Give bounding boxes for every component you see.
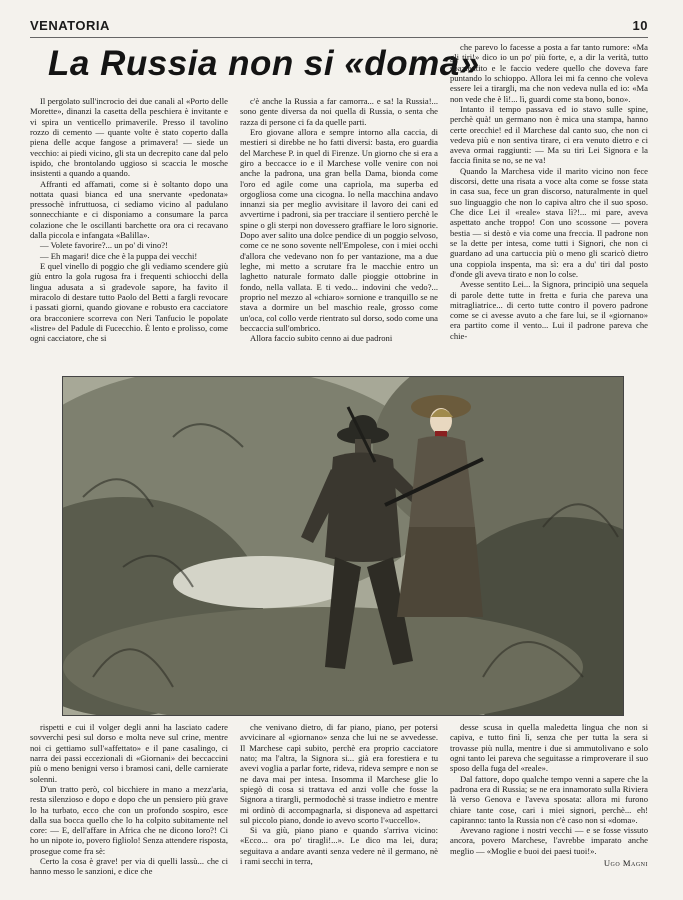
paragraph: Avevano ragione i nostri vecchi — e se fosse vissuto ancora, povero Marchese, l'avrebbe imparato anche meglio — «Moglie e buoi dei paesi tuoi!». xyxy=(450,825,648,856)
page-header xyxy=(30,18,648,33)
paragraph: che venivano dietro, di far piano, piano, per potersi avvicinare al «giornano» senza che lui ne se avvedesse. Il Marchese capì subito, perchè era proprio cacciatore nato; ma l'altra, la Signora si... già era forestiera e tu avevi voglia a parlar forte, rideva, rideva sempre e non se ne dava mai per intesa. Insomma il Marchese glie lo spiegò di cosa si trattava ed anzi volle che fosse la Signora a tirargli, permodochè si trasse indietro e mentre mi ordinò di accompagnarla, si disponeva ad aspettarci sul piccolo piano, donde io avevo scorto l'«uccello». xyxy=(240,722,438,825)
paragraph: Quando la Marchesa vide il marito vicino non fece discorsi, dette una risata a voce alta come se fosse stata in casa sua, fece un gran discorso, naturalmente in quel suo linguaggio che non lo capiva altro che il suo sposo. Che dice Lei il «reale» stava lì?!... mi pare, aveva aspettato anche troppo! Con uno scossone — povera bestia — si destò e via come una freccia. Il padrone non se la dette per intesa, come tutti i Signori, che non ci guardano ad una cartuccia più o meno gli scaricò dietro una coppiola inspenta, ma sì: era a du' tiri dal posto d'onde gli aveva tirato e non lo colse. xyxy=(450,165,648,279)
paragraph: Ero giovane allora e sempre intorno alla caccia, di mestieri si direbbe ne ho fatti diversi: basta, ero guardia del Marchese P. in quel di Firenze. Un giorno che si era a giro a beccacce io e il Marchese volle venire con noi anche la padrona, una gran bella Dama, bionda come l'oro ed agile come una capriola, ma superba ed orgogliosa come una cicogna. Io nella macchina andavo innanzi sia per meglio avvisitare il lavoro dei cani ed avvertirne i padroni, sia per tracciare il sentiero perchè le spine o gli sterpi non dovessero graffiare le loro signorie. Dopo aver salito una dolce pendice di un poggio selvoso, come ce ne sono sovente nell'Empolese, con i miei occhi d'allora che vedevano non fo per vantazione, ma a due leghe, mi metto a scrutare fra le macchie entro un laghetto naturale formato dalle pioggie ottobrine in fondo, nella vallata. E ti vedo... indovini che vedo?... proprio nel mezzo al «chiaro» sornione e tranquillo se ne stava a dormire un bel maschio reale, grosso come un'oca, col collo verde rientrato sul dorso, sodo come una beccaccia sull'ombrico. xyxy=(240,126,438,333)
paragraph: c'è anche la Russia a far camorra... e sa! la Russia!... sono gente diversa da noi quella di Russia, o senta che razza di persone ci fa da quelle parti. xyxy=(240,96,438,127)
author-signature: Ugo Magni xyxy=(603,858,648,869)
paragraph: rispetti e cui il volger degli anni ha lasciato cadere sovverchi pesi sul dorso e molta neve sul crine, mentre noi ci gettiamo sull'«affettato» e il pane casalingo, ci narra dei passi eccezionali di «Giornani» dei beccaccini più o meno benigni verso i bramosi cani, delle carnierate solenni. xyxy=(30,722,228,784)
paragraph: Certo la cosa è grave! per via di quelli lassù... che ci hanno messo le sanzioni, e dice che xyxy=(30,856,228,877)
text-column-1 xyxy=(30,96,228,370)
paragraph: Affranti ed affamati, come si è soltanto dopo una nottata quasi bianca ed una snervante «pedonata» pressochè infruttuosa, ci sediamo vicino al padulano sonnecchiante e ci disponiamo a consumare la parca colazione che le oscillanti barchette ora ora ci recavano dalla piccola e infangata «Balilla». xyxy=(30,178,228,241)
paragraph: Il pergolato sull'incrocio dei due canali al «Porto delle Morette», dinanzi la casetta della peschiera è invitante e vi spira un venticello primaverile. Presso il tavolino rozzo di cemento — quante volte è stato coperto dalla piena delle acque fangose a primavera! — siede un vecchio: ai piedi vicino, gli sta un decrepito cane dal pelo ispido, che brontolando uggioso si scaccia le mosche insistenti a quando a quando. xyxy=(30,96,228,179)
paragraph: Si va giù, piano piano e quando s'arriva vicino: «Ecco... ora po' tiragli!...». Le dico ma lei, dura; seguitava a andare avanti senza vedere nè il germano, nè i rami secchi in terra, xyxy=(240,825,438,867)
paragraph: — Volete favorire?... un po' di vino?! xyxy=(40,240,168,251)
text-column-5 xyxy=(240,722,438,894)
paragraph: — Eh magari! dice che è la puppa dei vecchi! xyxy=(40,250,198,261)
page-number: 10 xyxy=(632,18,648,33)
text-column-2 xyxy=(240,96,438,370)
paragraph: Allora faccio subito cenno ai due padroni xyxy=(250,333,393,344)
text-column-4 xyxy=(30,722,228,894)
header-rule xyxy=(30,37,648,38)
text-column-6 xyxy=(450,722,648,894)
paragraph: desse scusa in quella maledetta lingua che non si capiva, e tutto finì lì, senza che per tutta la sera si trovasse più nulla, mentre i due si ammutolivano e solo ogni tanto lei pareva che seguitasse a rimproverare il suo sposo della fuga del «reale». xyxy=(450,722,648,774)
paragraph: che parevo lo facesse a posta a far tanto rumore: «Ma gli tiri!» dico io un po' più forte, e, a dir la verità, tutto spazientito e le faccio vedere quello che doveva fare puntando lo schioppo. Allora lei mi fa cenno che voleva essere lei a tirargli, ma che non vedeva nulla ed io: «Ma non vede che è lì!... lì, guardi come sta bono, bono». xyxy=(450,42,648,104)
section-name: VENATORIA xyxy=(30,18,110,33)
paragraph: Dal fattore, dopo qualche tempo venni a sapere che la padrona era di Russia; se ne era innamorato sulla Riviera là verso Genova e l'aveva sposata: allora mi furono chiare tante cose, cari i miei signori, perchè... eh! capiranno: tanto la Russia non c'è caso non si «doma». xyxy=(450,773,648,825)
paragraph: Intanto il tempo passava ed io stavo sulle spine, perchè quà! un germano non è mica una stampa, hanno certe orecchie! ed il Marchese dal canto suo, che non ci vedeva più e non sentiva tirare, ci era venuto dietro e ci aveva ormai raggiunti: — Ma su tiri Lei Signora e la faccia finita se no, se ne va! xyxy=(450,103,648,166)
paragraph: D'un tratto però, col bicchiere in mano a mezz'aria, resta silenzioso e dopo e dopo che un pensiero più grave lo ha turbato, ecco che con un profondo sospiro, esce dalla sua bocca quello che lo ha colpito subitamente nel core: — E, dell'affare in Africa che ne dicono loro?! Ci ho un nipote io, povero figliolo! Senza attendere risposta, prosegue come fra sè: xyxy=(30,783,228,856)
article-title: La Russia non si «doma» xyxy=(48,44,480,83)
paragraph: Avesse sentito Lei... la Signora, principiò una sequela di parole dette tutte in fretta e furia che pareva una mitragliatrice... di certo tutte contro il povero padrone come se ci avesse avuto a che fare lui, se il «giornano» era partito come il vento... Lui il padrone pareva che chie- xyxy=(450,279,648,341)
text-column-3 xyxy=(450,42,648,370)
hunting-illustration xyxy=(62,376,624,716)
paragraph: E quel vinello di poggio che gli vediamo scendere giù giù entro la gola rugosa fra i frequenti schiocchi della lingua adusata a sì gradevole sapore, ha favito il miracolo di destare tutto Paolo del Betti a fargli revocare i passati giorni, quando giovane e robusto era cacciatore ora bracconiere scorreva con Neri Tanfucio le popolate «listre» del Padule di Fucecchio. È lento e prolisso, come ogni cacciatore, che si xyxy=(30,261,228,344)
